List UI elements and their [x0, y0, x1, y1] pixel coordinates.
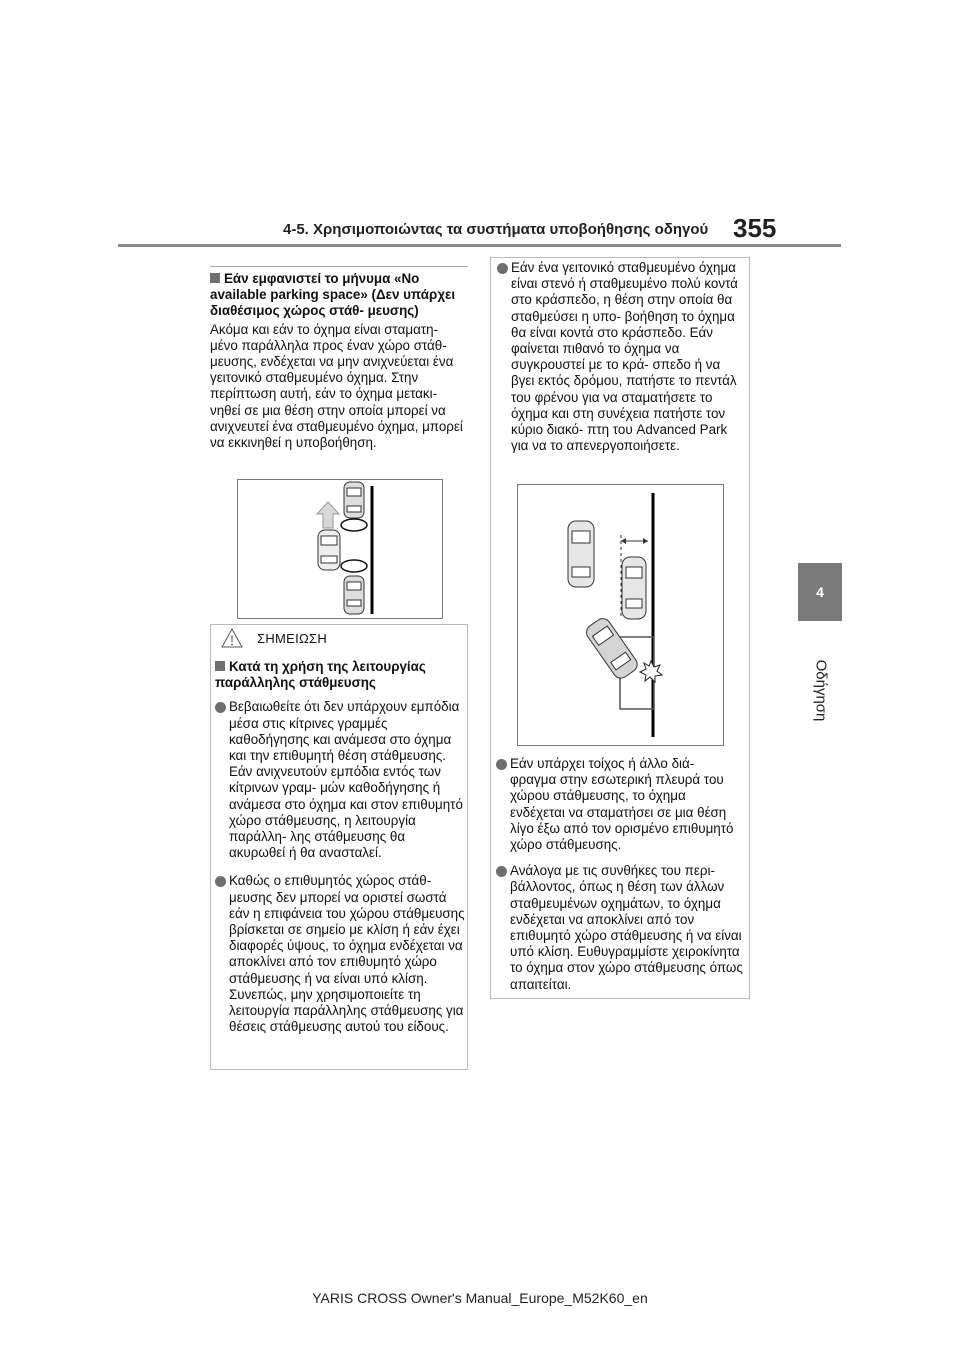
right-note-content — [497, 260, 745, 454]
right-lower-content — [496, 756, 744, 993]
figure-curb — [517, 484, 724, 746]
round-bullet-icon — [497, 263, 508, 274]
heading-text: Εάν εμφανιστεί το μήνυμα «No available parking space» (Δεν υπάρχει διαθέσιμος χώρος στάθ- μευσης) — [210, 271, 456, 319]
note-body — [215, 659, 465, 1035]
note-bullet-1 — [215, 699, 465, 861]
parking-illustration-1 — [238, 480, 442, 618]
right-bullet-2-text: Εάν υπάρχει τοίχος ή άλλο διά- φραγμα στην εσωτερική πλευρά του χώρου στάθμευσης, το όχημα ενδέχεται να σταματήσει σε μια θέση λίγο έξω από τον ορισμένο επιθυμητό χώρο στάθμευσης. — [510, 756, 734, 853]
sensor-zone-top — [341, 519, 367, 531]
square-bullet-icon — [210, 273, 220, 283]
section-title: 4-5. Χρησιμοποιώντας τα συστήματα υποβοήθησης οδηγού — [283, 221, 709, 238]
right-bullet-1 — [497, 260, 745, 454]
up-arrow-icon — [317, 502, 339, 528]
parked-car-top — [344, 482, 364, 518]
right-bullet-3-text: Ανάλογα με τις συνθήκες του περι- βάλλοντος, όπως η θέση των άλλων σταθμευμένων οχημάτων, το όχημα ενδέχεται να αποκλίνει από τον επιθυμητό χώρο στάθμευσης ή να είναι υπό κλίση. Ευθυγραμμίστε χειροκίνητα το όχημα στον χώρο στάθμευσης όπως απαιτείται. — [510, 863, 743, 992]
note-heading-text: Κατά τη χρήση της λειτουργίας παράλληλης στάθμευσης — [215, 659, 426, 691]
chapter-label: Οδήγηση — [812, 659, 830, 722]
note-bullet-1-text: Βεβαιωθείτε ότι δεν υπάρχουν εμπόδια μέσα στις κίτρινες γραμμές καθοδήγησης και ανάμεσα στο όχημα και την επιθυμητή θέση στάθμευσης. Εάν ανιχνευτούν εμπόδια εντός των κίτρινων γραμ- μών καθοδήγησης ή ανάμεσα στο όχημα και στον επιθυμητό χώρο στάθμευσης, η λειτουργία παράλλη- λης στάθμευσης θα ακυρωθεί ή θα ανασταλεί. — [229, 699, 463, 861]
right-bullet-3 — [496, 863, 744, 993]
section-rule — [210, 266, 468, 267]
right-bullet-2 — [496, 756, 744, 853]
own-car — [318, 530, 340, 570]
warning-triangle-icon — [221, 628, 243, 648]
parked-car-narrow — [622, 557, 646, 619]
chapter-tab: 4 — [798, 563, 842, 621]
collision-icon — [640, 661, 662, 682]
sensor-zone-bottom — [341, 560, 367, 572]
page-number: 355 — [733, 213, 777, 243]
header-divider — [118, 244, 841, 247]
note-heading — [215, 659, 465, 691]
note-bullet-2-text: Καθώς ο επιθυμητός χώρος στάθ- μευσης δεν μπορεί να οριστεί σωστά εάν η επιφάνεια του χώρου στάθμευσης βρίσκεται σε σημείο με κλίση ή εάν έχει διαφορές ύψους, το όχημα ενδέχεται να αποκλίνει από τον επιθυμητό χώρο στάθμευσης ή να είναι υπό κλίση. Συνεπώς, μην χρησιμοποιείτε τη λειτουργία παράλληλης στάθμευσης για θέσεις στάθμευσης αυτού του είδους. — [229, 873, 465, 1035]
note-title: ΣΗΜΕΙΩΣΗ — [257, 631, 328, 646]
parked-car-left — [568, 521, 594, 587]
square-bullet-icon — [215, 661, 225, 671]
note-bullet-2 — [215, 873, 465, 1035]
section-heading — [210, 271, 468, 320]
round-bullet-icon — [215, 876, 226, 887]
section-body: Ακόμα και εάν το όχημα είναι σταματη- μένο παράλληλα προς έναν χώρο στάθ- μευσης, ενδέχεται να μην ανιχνεύεται ένα γειτονικό σταθμευμένο όχημα. Στην περίπτωση αυτή, εάν το όχημα μετακι- νηθεί σε μια θέση στην οποία μπορεί να ανιχνευτεί ένα σταθμευμένο όχημα, μπορεί να εκκινηθεί η υποβοήθηση. — [210, 321, 463, 451]
round-bullet-icon — [215, 702, 226, 713]
note-box — [210, 624, 468, 1070]
own-car-angled — [583, 616, 640, 682]
round-bullet-icon — [496, 866, 507, 877]
figure-no-space — [237, 479, 443, 619]
round-bullet-icon — [496, 759, 507, 770]
parked-car-bottom — [344, 576, 364, 614]
right-bullet-1-text: Εάν ένα γειτονικό σταθμευμένο όχημα είναι στενό ή σταθμευμένο πολύ κοντά στο κράσπεδο, η θέση στην οποία θα σταθμεύσει η υπο- βοήθηση το όχημα θα είναι κοντά στο κράσπεδο. Εάν φαίνεται πιθανό το όχημα να συγκρουστεί με το κρά- σπεδο ή να βγει εκτός δρόμου, πατήστε το πεντάλ του φρένου για να σταματήσετε το όχημα και στη συνέχεια πατήστε τον κύριο διακό- πτη του Advanced Park για να το απενεργοποιήσετε. — [511, 260, 738, 454]
footer-text: YARIS CROSS Owner's Manual_Europe_M52K60_en — [312, 1290, 648, 1306]
parking-illustration-2 — [518, 485, 723, 745]
left-column — [210, 266, 468, 451]
